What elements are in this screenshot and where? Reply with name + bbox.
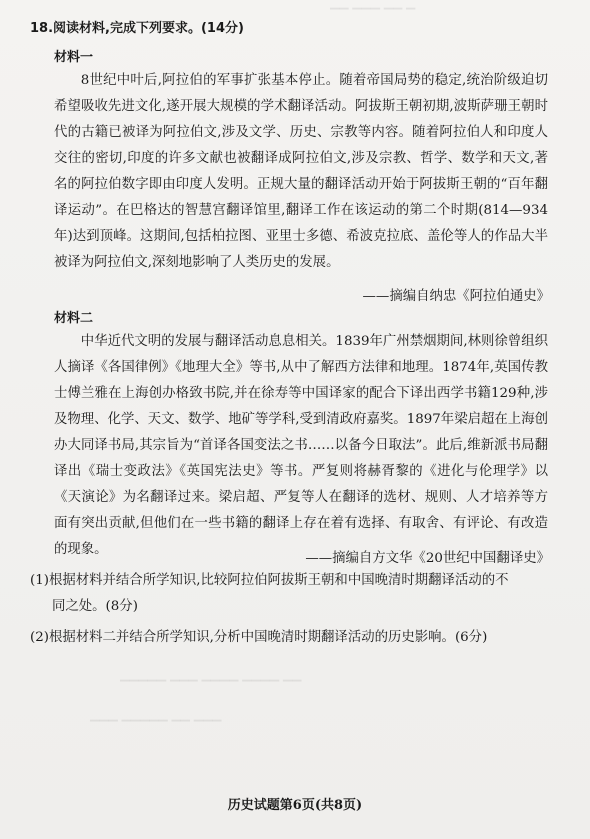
question-1-line2: 同之处。(8分): [52, 599, 138, 614]
page-footer: 历史试题第6页(共8页): [227, 798, 363, 813]
material2-source: ——摘编自方文华《20世纪中国翻译史》: [305, 551, 550, 566]
material2-text: 中华近代文明的发展与翻译活动息息相关。1839年广州禁烟期间,林则徐曾组织人摘译《各国律例》《地理大全》等书,从中了解西方法律和地理。1874年,英国传教士傅兰雅在上海创办格致书院,并在徐寿等中国译家的配合下译出西学书籍129种,涉及物理、化学、天文、数学、地矿等学科,受到清政府嘉奖。1897年梁启超在上海创办大同译书局,其宗旨为“首译各国变法之书……以备今日取法”。此后,维新派书局翻译出《瑞士变政法》《英国宪法史》等书。严复则将赫胥黎的《进化与伦理学》以《天演论》为名翻译过来。梁启超、严复等人在翻译的选材、规则、人才培养等方面有突出贡献,但他们在一些书籍的翻译上存在着有选择、有取舍、有评论、有改造的现象。: [54, 334, 548, 557]
bleed-through-mark: ▔▔▔ ▔▔▔▔▔ ▔▔ ▔▔▔: [90, 720, 222, 734]
question-2: [30, 625, 550, 651]
material1-text: 8世纪中叶后,阿拉伯的军事扩张基本停止。随着帝国局势的稳定,统治阶级迫切希望吸收先进文化,遂开展大规模的学术翻译活动。阿拔斯王朝初期,波斯萨珊王朝时代的古籍已被译为阿拉伯文,涉及文学、历史、宗教等内容。随着阿拉伯人和印度人交往的密切,印度的许多文献也被翻译成阿拉伯文,涉及宗教、哲学、数学和天文,著名的阿拉伯数字即由印度人发明。正规大量的翻译活动开始于阿拔斯王朝的“百年翻译运动”。在巴格达的智慧宫翻译馆里,翻译工作在该运动的第二个时期(814—934年)达到顶峰。这期间,包括柏拉图、亚里士多德、希波克拉底、盖伦等人的作品大半被译为阿拉伯文,深刻地影响了人类历史的发展。: [54, 73, 548, 270]
question-header: 18.阅读材料,完成下列要求。(14分): [30, 21, 244, 36]
question-2-line1: (2)根据材料二并结合所学知识,分析中国晚清时期翻译活动的历史影响。(6分): [30, 630, 488, 645]
material1-source: ——摘编自纳忠《阿拉伯通史》: [362, 289, 550, 304]
material2-title: 材料二: [54, 311, 94, 326]
material1-title: 材料一: [54, 50, 94, 65]
bleed-through-mark: ▔▔▔▔▔ ▔▔▔ ▔▔▔▔ ▔▔▔▔ ▔▔: [120, 680, 302, 694]
question-1-line1: (1)根据材料并结合所学知识,比较阿拉伯阿拔斯王朝和中国晚清时期翻译活动的不: [30, 573, 509, 588]
bleed-through-mark: ▔▔ ▔▔▔ ▔▔ ▔: [330, 8, 416, 22]
question-1: [30, 568, 550, 620]
